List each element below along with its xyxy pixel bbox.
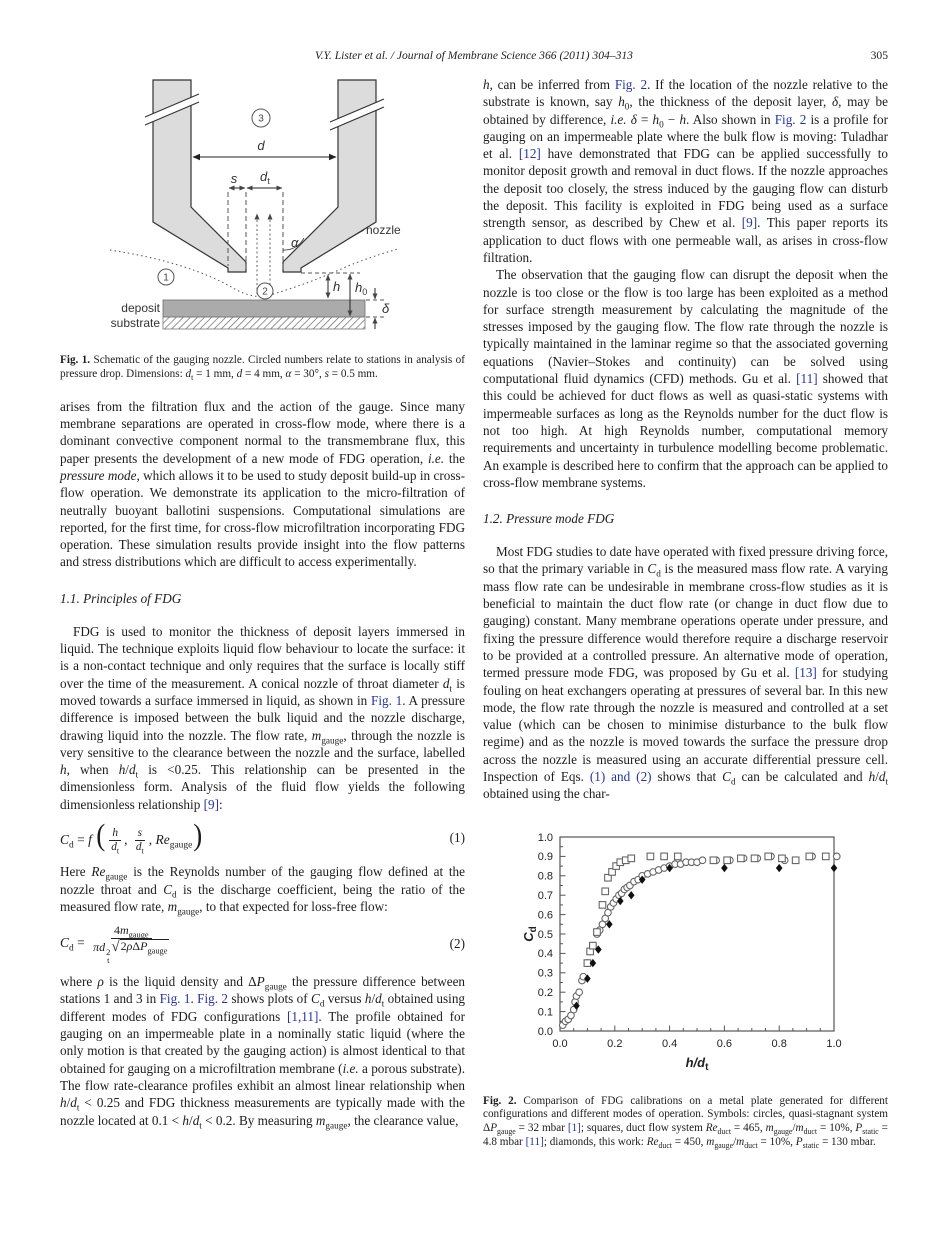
reference-link[interactable]: Fig. 2 (774, 111, 807, 127)
gauging-flow-arrows (257, 214, 270, 294)
reference-link[interactable]: [11] (796, 371, 818, 387)
reference-link[interactable]: [13] (794, 665, 817, 681)
svg-text:3: 3 (258, 113, 264, 125)
paragraph: Most FDG studies to date have operated with fixed pressure driving force, so that the primary variable in $C_d$ is the measured mass flow rate. A varying mass flow rate can be undesirable in membrane cross-flow studies as it is beneficial to maintain the duct flow rate (or change in duct flow due to gauging) constant. Many membrane operations operate under pressure, and fixing the pressure difference would therefore require a discharge reservoir to be provided at a controlled pressure. An alternative mode of operation, termed pressure mode FDG, was proposed by Gu et al. [13] for studying fouling on heat exchangers operating at pressures of several bar. In this new mode, the flow rate through the nozzle is measured and controlled at a set value (which can be chosen to minimise disturbance to the bulk flow regime) and as the nozzle is moved towards the surface the pressure drop across the nozzle is measured using an accurate differential pressure cell. Inspection of Eqs. (1) and (2) shows that $C_d$ can be calculated and $h/d_t$ obtained using the char- (483, 544, 889, 802)
figure-1-caption: Fig. 1. Schematic of the gauging nozzle. Circled numbers relate to stations in analysis of pressure drop. Dimensions: $d_t = 1$ mm, d = 4 mm, α = 30°, s = 0.5 mm. (60, 354, 465, 383)
x-axis-label: $h/d_t$ (685, 1054, 709, 1073)
paragraph: where ρ is the liquid density and $\Delta P_{gauge}$ the pressure difference between stations 1 and 3 in Fig. 1. Fig. 2 shows plots of $C_d$ versus $h/d_t$ obtained using different modes of FDG configurations [1,11]. The profile obtained for gauging on an impermeable plate in a nominally static liquid (where the only motion is that created by the gauging action) is almost identical to that obtained for gauging on a microfiltration membrane (i.e. a porous substrate). The flow rate-clearance profiles exhibit an almost linear relationship when $h/d_t < 0.25$ and FDG thickness measurements are typically made with the nozzle located at $0.1 < h/d_t < 0.2$. By measuring $m_{gauge}$, the clearance value, (60, 974, 466, 1131)
section-heading-1-1: 1.1. Principles of FDG (60, 590, 182, 606)
plot-frame (560, 837, 834, 1031)
reference-link[interactable]: Fig. 1 (159, 991, 191, 1007)
two-column-body (60, 76, 888, 1150)
reference-link[interactable]: [9] (203, 796, 219, 812)
equation-2-number: (2) (449, 936, 465, 952)
svg-text:0.9: 0.9 (537, 850, 553, 863)
svg-text:0.8: 0.8 (537, 870, 553, 883)
reference-link[interactable]: [1] (567, 1122, 581, 1135)
svg-text:1.0: 1.0 (826, 1037, 842, 1050)
equation-1-body: $C_d = f$ ( $\frac{h}{d_t}$ , $\frac{s}{d_t}$ , $Re_{gauge}$) (60, 818, 203, 856)
section-heading-1-2: 1.2. Pressure mode FDG (483, 511, 615, 527)
svg-text:0.4: 0.4 (661, 1037, 678, 1050)
paragraph: arises from the filtration flux and the action of the gauge. Since many membrane separations are operated in cross-flow mode, where there is a dominant convective component normal to the transmembrane flux, this paper presents the development of a new mode of FDG operation, i.e. the pressure mode, which allows it to be used to study deposit build-up in cross-flow operation. We demonstrate its application to the micro-filtration of neutrally buoyant ballotini suspensions. Computational simulations are reported, for the first time, for cross-flow microfiltration incorporating FDG operation. These simulation results provide insight into the flow patterns and stress distributions which are difficult to access experimentally. (60, 398, 466, 570)
substrate-layer (163, 317, 365, 329)
svg-text:1: 1 (163, 272, 169, 284)
figure-2-chart (521, 813, 891, 1081)
s-label: s (230, 171, 238, 186)
right-column (483, 76, 888, 1150)
svg-text:0.5: 0.5 (537, 928, 553, 941)
dt-label: $d_t$ (260, 169, 270, 186)
series-square (584, 853, 829, 966)
svg-text:0.0: 0.0 (552, 1037, 568, 1050)
figure-2 (521, 813, 888, 1086)
svg-text:0.7: 0.7 (537, 889, 553, 902)
svg-text:0.8: 0.8 (771, 1037, 787, 1050)
svg-text:0.2: 0.2 (607, 1037, 623, 1050)
reference-link[interactable]: Fig. 1 (370, 692, 403, 708)
deposit-layer (163, 300, 365, 317)
reference-link[interactable]: (1) and (2) (589, 768, 652, 784)
reference-link[interactable]: [9] (741, 215, 758, 231)
delta-label: δ (382, 301, 390, 316)
running-title: V.Y. Lister et al. / Journal of Membrane Science 366 (2011) 304–313 (315, 49, 633, 62)
data-series (559, 853, 840, 1028)
equation-2 (60, 924, 465, 964)
substrate-label: substrate (110, 316, 160, 330)
equation-1-number: (1) (449, 830, 465, 846)
svg-text:0.0: 0.0 (537, 1025, 553, 1038)
paragraph: The observation that the gauging flow can disrupt the deposit when the nozzle is too close or the flow is too large has been exploited as a method for surface strength measurement by calculating the magnitude of the stresses imposed by the gauging flow. The flow rate through the nozzle is typically maintained in the laminar regime so that the associated governing equations (Navier–Stokes and continuity) can be solved using computational fluid dynamics (CFD) methods. Gu et al. [11] showed that this could be achieved for duct flows as well as quasi-static systems with impermeable surfaces as long as the Reynolds number for the duct flow is not too high. At high Reynolds number, computational memory requirements and uncertainty in turbulence modelling become problematic. An example is described here to confirm that the approach can be applied to cross-flow membrane systems. (483, 267, 888, 490)
h0-label: $h_0$ (355, 280, 368, 297)
svg-text:0.1: 0.1 (537, 1005, 553, 1018)
svg-text:1.0: 1.0 (537, 831, 553, 844)
axis-ticks (560, 837, 834, 1031)
reference-link[interactable]: [1,11] (287, 1008, 319, 1024)
deposit-label: deposit (121, 301, 160, 315)
svg-text:2: 2 (262, 286, 268, 298)
page-number: 305 (870, 49, 888, 62)
left-column (60, 76, 465, 1150)
svg-text:0.2: 0.2 (537, 986, 553, 999)
paragraph: FDG is used to monitor the thickness of deposit layers immersed in liquid. The technique exploits liquid flow behaviour to locate the surface: it is a non-contact technique and only requires that the surface is locally stiff over the time of the measurement. A conical nozzle of throat diameter $d_t$ is moved towards a surface immersed in liquid, as shown in Fig. 1. A pressure difference is imposed between the bulk liquid and the nozzle discharge, drawing liquid into the nozzle. The flow rate, $m_{gauge}$, through the nozzle is very sensitive to the clearance between the nozzle and the surface, labelled h, when $h/d_t$ is <0.25. This relationship can be presented in the dimensionless form. Analysis of the fluid flow yields the following dimensionless relationship [9]: (60, 623, 466, 812)
equation-1 (60, 818, 465, 856)
figure-1 (88, 78, 465, 345)
d-label: d (257, 138, 265, 153)
reference-link[interactable]: [12] (518, 146, 541, 162)
svg-text:0.6: 0.6 (537, 908, 553, 921)
series-diamond (573, 863, 837, 1009)
figure-2-caption: Fig. 2. Comparison of FDG calibrations on a metal plate generated for different configurations and different modes of operation. Symbols: circles, quasi-stagnant system $\Delta P_{gauge} = 32$ mbar [1]; squares, duct flow system $Re_{duct} = 465$, $m_{gauge}/m_{duct} = 10\%$, $P_{static} = 4.8$ mbar [11]; diamonds, this work: $Re_{duct} = 450$, $m_{gauge}/m_{duct} = 10\%$, $P_{static} = 130$ mbar. (483, 1094, 888, 1151)
figure-1-schematic (88, 78, 456, 340)
equation-2-body: $C_d$ = $4m_{gauge}$ πd 2 t √ 2ρΔP$_{gauge}$ (60, 923, 168, 966)
paragraph: Here $Re_{gauge}$ is the Reynolds number of the gauging flow defined at the nozzle throat and $C_d$ is the discharge coefficient, being the ratio of the measured flow rate, $m_{gauge}$, to that expected for loss-free flow: (60, 864, 466, 917)
reference-link[interactable]: Fig. 2 (197, 991, 228, 1007)
delta-marker (366, 288, 390, 329)
svg-text:0.4: 0.4 (537, 947, 553, 960)
y-axis-label: $C_d$ (521, 925, 539, 942)
series-circle (559, 853, 840, 1028)
reference-link[interactable]: Fig. 2 (614, 77, 648, 92)
svg-text:0.6: 0.6 (716, 1037, 733, 1050)
h-label: h (333, 279, 341, 294)
svg-text:0.3: 0.3 (537, 967, 553, 980)
paragraph: h, can be inferred from Fig. 2. If the location of the nozzle relative to the substrate is known, say $h_0$, the thickness of the deposit layer, δ, may be obtained by difference, i.e. $\delta = h_0 - h$. Also shown in Fig. 2 is a profile for gauging on an impermeable plate where the bulk flow is moving: Tuladhar et al. [12] have demonstrated that FDG can be applied successfully to monitor deposit growth and removal in duct flows. If the nozzle approaches the deposit too closely, the stress induced by the gauging flow can disturb the deposit. This facility is exploited in FDG being used as a surface strength sensor, as described by Chew et al. [9]. This paper reports its application to duct flows with one permeable wall, as arises in cross-flow filtration. (483, 77, 889, 265)
nozzle-label: nozzle (366, 223, 401, 237)
reference-link[interactable]: [11] (525, 1136, 544, 1149)
alpha-label: α (291, 235, 299, 250)
page-header (60, 49, 888, 62)
